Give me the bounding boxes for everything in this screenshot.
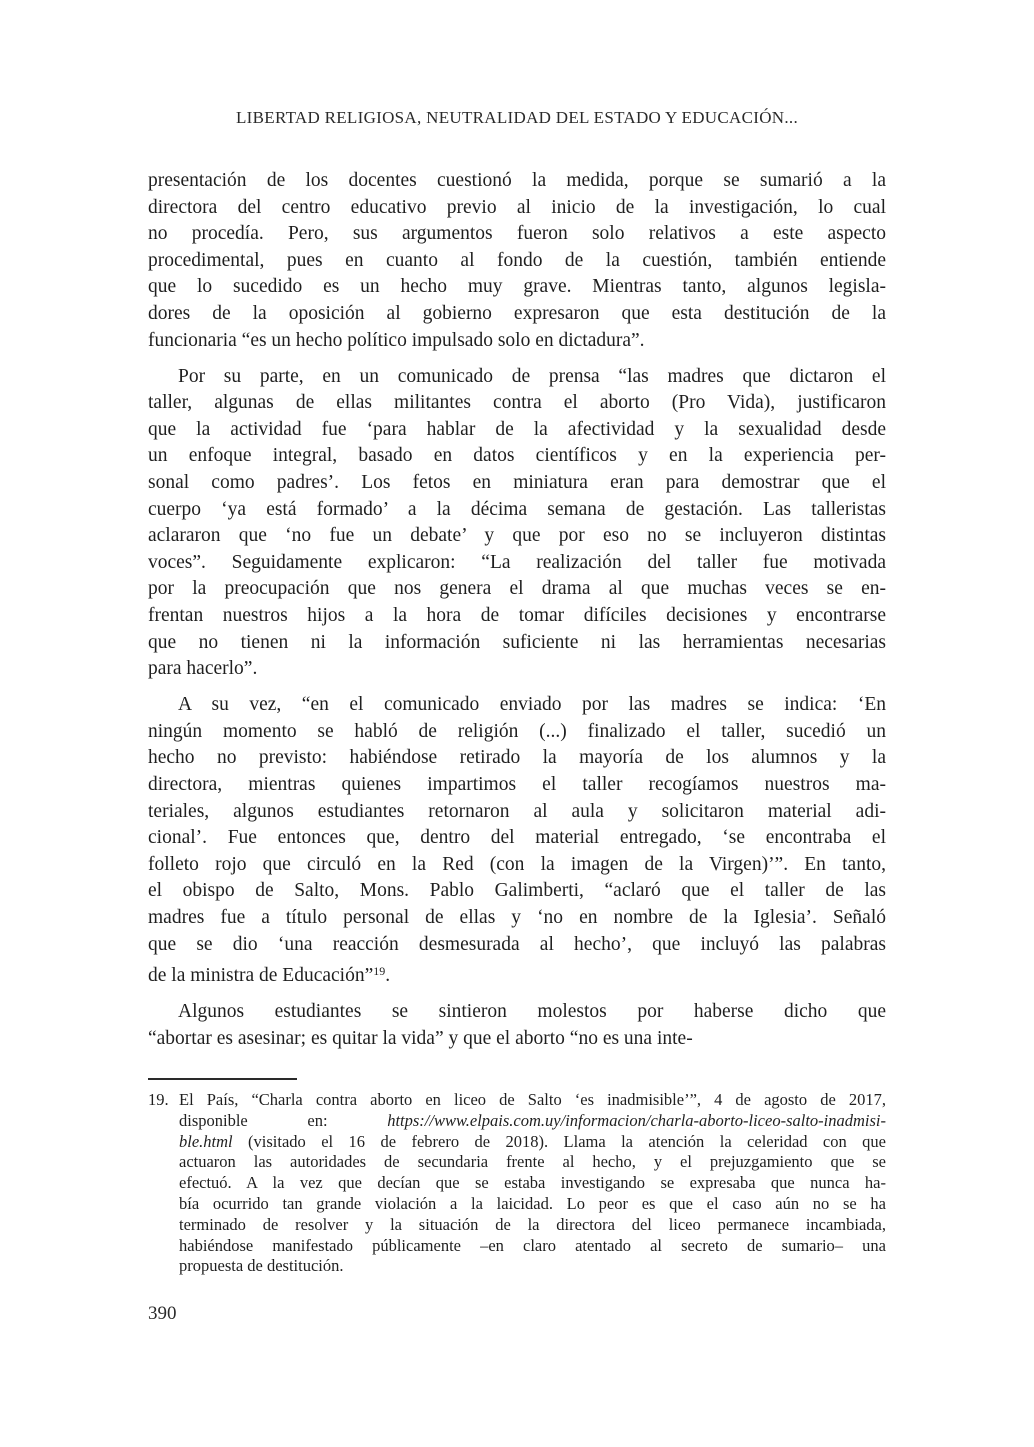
text-line: habiéndose manifestado públicamente –en claro atentado al secreto de sumario– una [179,1235,886,1255]
text-line: no procedía. Pero, sus argumentos fueron solo relativos a este aspecto [148,223,886,245]
footnote-number: 19. [148,1090,169,1109]
text-line: que lo sucedido es un hecho muy grave. Mientras tanto, algunos legisla- [148,276,886,298]
text-line: procedimental, pues en cuanto al fondo de la cuestión, también entiende [148,249,886,271]
footnote [148,1090,886,1277]
footnote-separator [148,1078,297,1080]
text-line: por la preocupación que nos genera el drama al que muchas veces se en- [148,578,886,600]
text-line: directora, mientras quienes impartimos el taller recogíamos nuestros ma- [148,774,886,796]
text-line: efectuó. A la vez que decían que se estaba investigando se expresaba que nunca ha- [179,1173,886,1193]
text-line: madres fue a título personal de ellas y ‘no en nombre de la Iglesia’. Señaló [148,907,886,929]
text-line: folleto rojo que circuló en la Red (con la imagen de la Virgen)’”. En tanto, [148,853,886,875]
text-line: cional’. Fue entonces que, dentro del material entregado, ‘se encontraba el [148,827,886,849]
text-line: el obispo de Salto, Mons. Pablo Galimberti, “aclaró que el taller de las [148,880,886,902]
footnote-reference: 19 [373,964,386,979]
text-line: presentación de los docentes cuestionó la medida, porque se sumarió a la [148,170,886,191]
text-line: funcionaria “es un hecho político impulsado solo en dictadura”. [148,329,645,351]
text-line: Algunos estudiantes se sintieron molestos por haberse dicho que [178,1001,886,1023]
text-line: voces”. Seguidamente explicaron: “La realización del taller fue motivada [148,551,886,573]
text-line: de la ministra de Educación”$^{19}$. [148,964,391,987]
text-line: ningún momento se habló de religión (...) finalizado el taller, sucedió un [148,720,886,742]
text-line: hecho no previsto: habiéndose retirado la mayoría de los alumnos y la [148,747,886,769]
text-line: frentan nuestros hijos a la hora de tomar difíciles decisiones y encontrarse [148,605,886,626]
text-line: directora del centro educativo previo al inicio de la investigación, lo cual [148,196,886,218]
running-header: LIBERTAD RELIGIOSA, NEUTRALIDAD DEL ESTADO Y EDUCACIÓN... [235,108,799,127]
page-number: 390 [148,1303,177,1324]
text-line: taller, algunas de ellas militantes contra el aborto (Pro Vida), justificaron [148,392,886,414]
text-line: disponible en: https://www.elpais.com.uy/informacion/charla-aborto-liceo-salto-inadmisi- [179,1110,886,1130]
paragraph [148,999,886,1052]
text-line: que se dio ‘una reacción desmesurada al hecho’, que incluyó las palabras [148,933,886,955]
text-line: El País, “Charla contra aborto en liceo de Salto ‘es inadmisible’”, 4 de agosto de 2017, [179,1090,886,1109]
text-line: “abortar es asesinar; es quitar la vida” y que el aborto “no es una inte- [148,1027,693,1049]
text-line: ble.html (visitado el 16 de febrero de 2018). Llama la atención la celeridad con que [179,1131,886,1151]
footnote-text [179,1090,886,1277]
paragraph [148,692,886,990]
text-line: bía ocurrido tan grande violación a la laicidad. Lo peor es que el caso aún no se ha [179,1193,886,1213]
text-line: teriales, algunos estudiantes retornaron al aula y solicitaron material adi- [148,800,886,822]
text-line: un enfoque integral, basado en datos científicos y en la experiencia per- [148,445,886,467]
text-line: para hacerlo”. [148,658,258,680]
text-line: actuaron las autoridades de secundaria frente al hecho, y el prejuzgamiento que se [179,1152,886,1172]
body-text [148,168,886,1062]
text-line: terminado de resolver y la situación de la directora del liceo permanece incambiada, [179,1214,886,1234]
text-line: A su vez, “en el comunicado enviado por las madres se indica: ‘En [178,694,886,716]
text-line: Por su parte, en un comunicado de prensa “las madres que dictaron el [178,365,886,387]
text-line: aclararon que ‘no fue un debate’ y que por eso no se incluyeron distintas [148,525,886,547]
text-line: sonal como padres’. Los fetos en miniatura eran para demostrar que el [148,472,886,494]
text-line: que la actividad fue ‘para hablar de la afectividad y la sexualidad desde [148,418,886,440]
text-line: cuerpo ‘ya está formado’ a la décima semana de gestación. Las talleristas [148,498,886,520]
paragraph [148,168,886,354]
text-line: que no tienen ni la información suficiente ni las herramientas necesarias [148,631,886,653]
text-line: dores de la oposición al gobierno expresaron que esta destitución de la [148,302,886,324]
text-line: propuesta de destitución. [179,1256,344,1276]
paragraph [148,364,886,683]
footnotes [148,1078,886,1277]
